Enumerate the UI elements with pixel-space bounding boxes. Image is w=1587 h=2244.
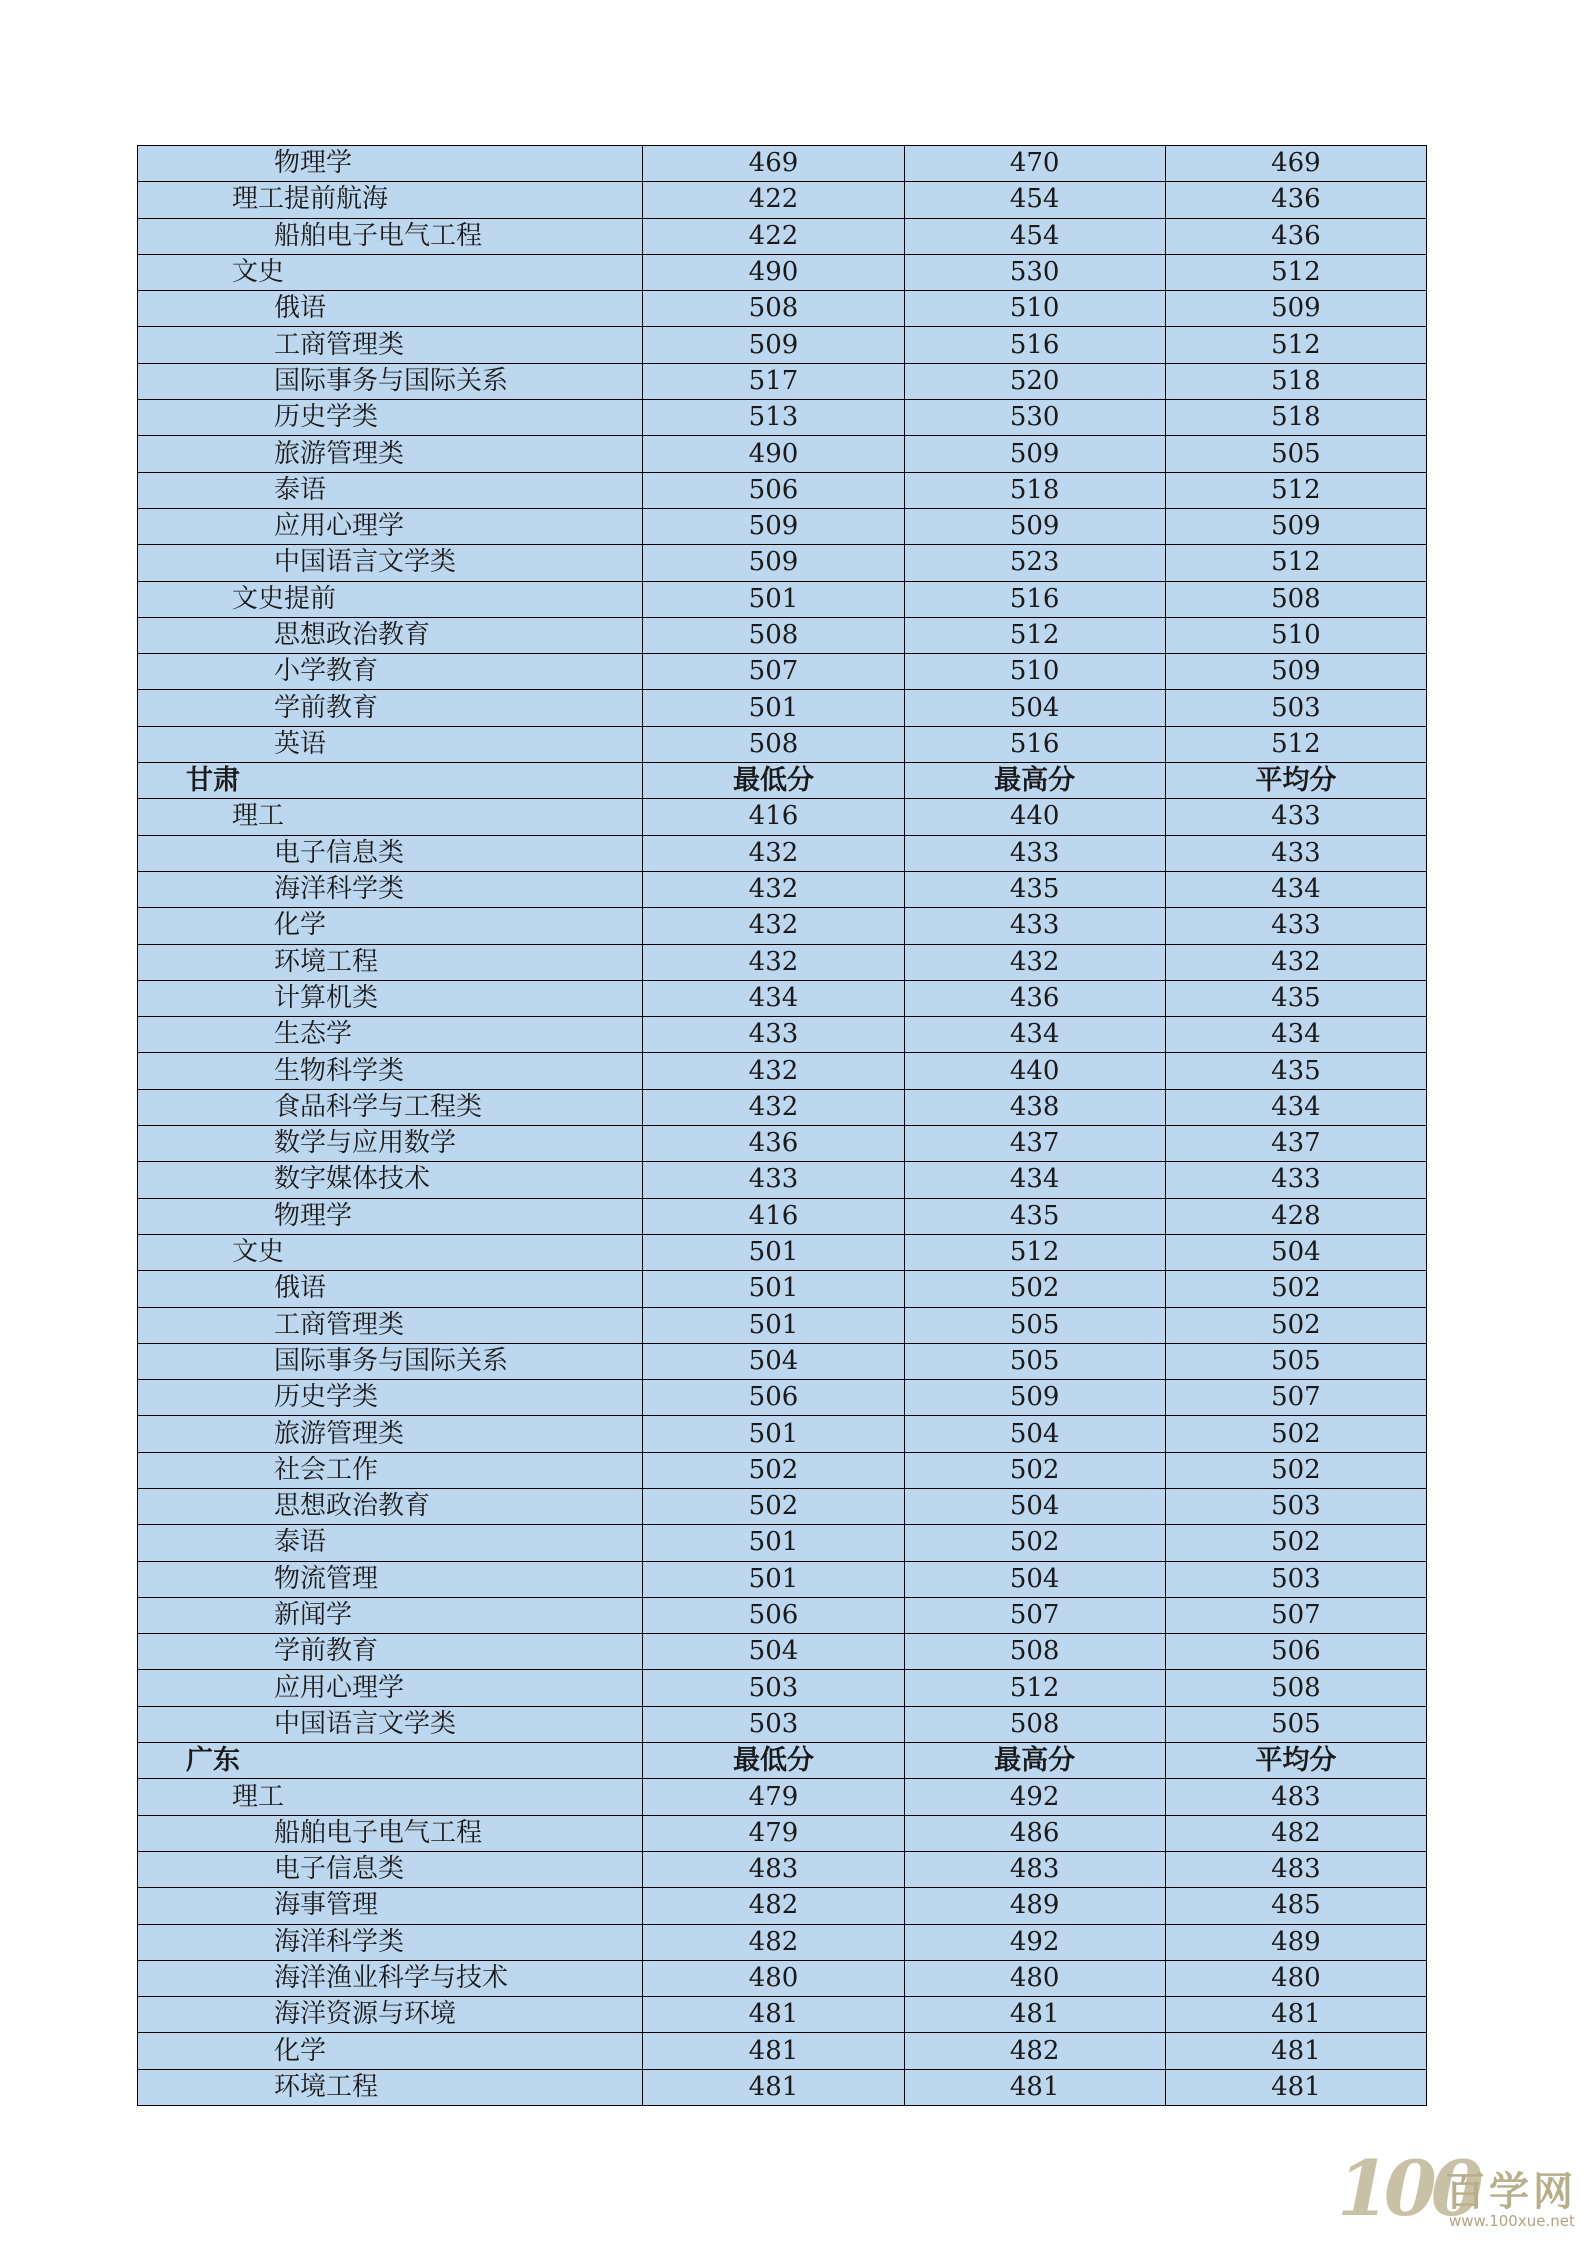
min-score-cell: 506 xyxy=(643,1597,904,1633)
name-cell: 电子信息类 xyxy=(138,835,643,871)
max-score-cell: 436 xyxy=(904,980,1165,1016)
name-cell: 理工 xyxy=(138,799,643,835)
max-score-cell: 454 xyxy=(904,218,1165,254)
avg-score-cell: 502 xyxy=(1165,1271,1426,1307)
min-score-cell: 509 xyxy=(643,327,904,363)
min-score-cell: 508 xyxy=(643,617,904,653)
avg-score-cell: 512 xyxy=(1165,726,1426,762)
avg-score-cell: 482 xyxy=(1165,1815,1426,1851)
min-score-cell: 507 xyxy=(643,654,904,690)
max-score-cell: 435 xyxy=(904,871,1165,907)
major-row xyxy=(138,363,1427,399)
name-cell: 电子信息类 xyxy=(138,1851,643,1887)
major-row xyxy=(138,1997,1427,2033)
avg-score-cell: 434 xyxy=(1165,1089,1426,1125)
major-row xyxy=(138,1126,1427,1162)
max-score-cell: 433 xyxy=(904,908,1165,944)
name-cell: 数字媒体技术 xyxy=(138,1162,643,1198)
min-score-cell: 501 xyxy=(643,1525,904,1561)
name-cell: 中国语言文学类 xyxy=(138,1706,643,1742)
major-row xyxy=(138,726,1427,762)
max-score-cell: 432 xyxy=(904,944,1165,980)
avg-score-cell: 512 xyxy=(1165,472,1426,508)
name-cell: 海洋科学类 xyxy=(138,871,643,907)
max-score-cell: 530 xyxy=(904,400,1165,436)
min-score-cell: 432 xyxy=(643,1053,904,1089)
avg-score-cell: 502 xyxy=(1165,1452,1426,1488)
major-row xyxy=(138,1162,1427,1198)
major-row xyxy=(138,1380,1427,1416)
min-score-cell: 422 xyxy=(643,182,904,218)
max-score-cell: 509 xyxy=(904,508,1165,544)
name-cell: 小学教育 xyxy=(138,654,643,690)
max-score-cell: 510 xyxy=(904,291,1165,327)
min-score-cell: 501 xyxy=(643,1307,904,1343)
avg-score-cell: 503 xyxy=(1165,690,1426,726)
max-score-cell: 492 xyxy=(904,1779,1165,1815)
watermark-digits: 100 xyxy=(1337,2144,1478,2233)
name-cell: 计算机类 xyxy=(138,980,643,1016)
name-cell: 海事管理 xyxy=(138,1888,643,1924)
watermark-url: www.100xue.net xyxy=(1449,2212,1575,2230)
major-row xyxy=(138,1888,1427,1924)
major-row xyxy=(138,1089,1427,1125)
category-row xyxy=(138,254,1427,290)
max-score-cell: 504 xyxy=(904,690,1165,726)
name-cell: 化学 xyxy=(138,2033,643,2069)
name-cell: 国际事务与国际关系 xyxy=(138,363,643,399)
name-cell: 数学与应用数学 xyxy=(138,1126,643,1162)
name-cell: 生物科学类 xyxy=(138,1053,643,1089)
min-score-cell: 508 xyxy=(643,726,904,762)
min-score-cell: 最低分 xyxy=(643,763,904,799)
max-score-cell: 512 xyxy=(904,1670,1165,1706)
max-score-cell: 486 xyxy=(904,1815,1165,1851)
name-cell: 中国语言文学类 xyxy=(138,545,643,581)
major-row xyxy=(138,1815,1427,1851)
name-cell: 泰语 xyxy=(138,472,643,508)
min-score-cell: 506 xyxy=(643,472,904,508)
major-row xyxy=(138,944,1427,980)
avg-score-cell: 503 xyxy=(1165,1488,1426,1524)
name-cell: 文史 xyxy=(138,1234,643,1270)
major-row xyxy=(138,1851,1427,1887)
avg-score-cell: 481 xyxy=(1165,2069,1426,2105)
major-row xyxy=(138,2069,1427,2105)
avg-score-cell: 510 xyxy=(1165,617,1426,653)
min-score-cell: 490 xyxy=(643,254,904,290)
score-table-body xyxy=(138,146,1427,2106)
min-score-cell: 513 xyxy=(643,400,904,436)
major-row xyxy=(138,1452,1427,1488)
major-row xyxy=(138,617,1427,653)
name-cell: 理工 xyxy=(138,1779,643,1815)
watermark-name: 百学网 xyxy=(1445,2169,1577,2215)
name-cell: 物理学 xyxy=(138,146,643,182)
min-score-cell: 479 xyxy=(643,1815,904,1851)
max-score-cell: 502 xyxy=(904,1525,1165,1561)
watermark-logo xyxy=(1333,2144,1583,2240)
min-score-cell: 432 xyxy=(643,908,904,944)
major-row xyxy=(138,1307,1427,1343)
max-score-cell: 470 xyxy=(904,146,1165,182)
name-cell: 物理学 xyxy=(138,1198,643,1234)
name-cell: 旅游管理类 xyxy=(138,1416,643,1452)
name-cell: 俄语 xyxy=(138,1271,643,1307)
min-score-cell: 501 xyxy=(643,1416,904,1452)
avg-score-cell: 平均分 xyxy=(1165,1743,1426,1779)
min-score-cell: 501 xyxy=(643,1234,904,1270)
name-cell: 环境工程 xyxy=(138,944,643,980)
min-score-cell: 481 xyxy=(643,1997,904,2033)
name-cell: 俄语 xyxy=(138,291,643,327)
major-row xyxy=(138,218,1427,254)
major-row xyxy=(138,2033,1427,2069)
name-cell: 环境工程 xyxy=(138,2069,643,2105)
min-score-cell: 490 xyxy=(643,436,904,472)
max-score-cell: 433 xyxy=(904,835,1165,871)
max-score-cell: 512 xyxy=(904,1234,1165,1270)
max-score-cell: 505 xyxy=(904,1343,1165,1379)
name-cell: 国际事务与国际关系 xyxy=(138,1343,643,1379)
major-row xyxy=(138,291,1427,327)
avg-score-cell: 481 xyxy=(1165,2033,1426,2069)
name-cell: 旅游管理类 xyxy=(138,436,643,472)
name-cell: 文史 xyxy=(138,254,643,290)
avg-score-cell: 469 xyxy=(1165,146,1426,182)
name-cell: 新闻学 xyxy=(138,1597,643,1633)
avg-score-cell: 509 xyxy=(1165,508,1426,544)
avg-score-cell: 507 xyxy=(1165,1380,1426,1416)
min-score-cell: 482 xyxy=(643,1888,904,1924)
major-row xyxy=(138,327,1427,363)
avg-score-cell: 483 xyxy=(1165,1851,1426,1887)
major-row xyxy=(138,400,1427,436)
major-row xyxy=(138,1416,1427,1452)
max-score-cell: 510 xyxy=(904,654,1165,690)
name-cell: 海洋科学类 xyxy=(138,1924,643,1960)
min-score-cell: 501 xyxy=(643,581,904,617)
avg-score-cell: 平均分 xyxy=(1165,763,1426,799)
avg-score-cell: 433 xyxy=(1165,835,1426,871)
category-row xyxy=(138,581,1427,617)
avg-score-cell: 508 xyxy=(1165,1670,1426,1706)
min-score-cell: 504 xyxy=(643,1343,904,1379)
avg-score-cell: 504 xyxy=(1165,1234,1426,1270)
min-score-cell: 433 xyxy=(643,1162,904,1198)
name-cell: 思想政治教育 xyxy=(138,617,643,653)
name-cell: 工商管理类 xyxy=(138,1307,643,1343)
name-cell: 甘肃 xyxy=(138,763,643,799)
avg-score-cell: 434 xyxy=(1165,871,1426,907)
min-score-cell: 503 xyxy=(643,1670,904,1706)
min-score-cell: 422 xyxy=(643,218,904,254)
max-score-cell: 509 xyxy=(904,1380,1165,1416)
avg-score-cell: 483 xyxy=(1165,1779,1426,1815)
avg-score-cell: 433 xyxy=(1165,799,1426,835)
avg-score-cell: 434 xyxy=(1165,1017,1426,1053)
major-row xyxy=(138,1960,1427,1996)
min-score-cell: 517 xyxy=(643,363,904,399)
avg-score-cell: 433 xyxy=(1165,1162,1426,1198)
min-score-cell: 469 xyxy=(643,146,904,182)
major-row xyxy=(138,980,1427,1016)
avg-score-cell: 435 xyxy=(1165,980,1426,1016)
name-cell: 生态学 xyxy=(138,1017,643,1053)
max-score-cell: 434 xyxy=(904,1162,1165,1198)
name-cell: 学前教育 xyxy=(138,1634,643,1670)
avg-score-cell: 502 xyxy=(1165,1416,1426,1452)
max-score-cell: 502 xyxy=(904,1271,1165,1307)
min-score-cell: 483 xyxy=(643,1851,904,1887)
province-header-row xyxy=(138,763,1427,799)
max-score-cell: 504 xyxy=(904,1488,1165,1524)
avg-score-cell: 502 xyxy=(1165,1525,1426,1561)
max-score-cell: 最高分 xyxy=(904,1743,1165,1779)
min-score-cell: 509 xyxy=(643,508,904,544)
major-row xyxy=(138,545,1427,581)
name-cell: 海洋渔业科学与技术 xyxy=(138,1960,643,1996)
min-score-cell: 482 xyxy=(643,1924,904,1960)
min-score-cell: 481 xyxy=(643,2069,904,2105)
min-score-cell: 480 xyxy=(643,1960,904,1996)
name-cell: 船舶电子电气工程 xyxy=(138,218,643,254)
min-score-cell: 432 xyxy=(643,1089,904,1125)
avg-score-cell: 505 xyxy=(1165,1343,1426,1379)
avg-score-cell: 489 xyxy=(1165,1924,1426,1960)
avg-score-cell: 502 xyxy=(1165,1307,1426,1343)
name-cell: 思想政治教育 xyxy=(138,1488,643,1524)
category-row xyxy=(138,1779,1427,1815)
avg-score-cell: 507 xyxy=(1165,1597,1426,1633)
max-score-cell: 530 xyxy=(904,254,1165,290)
major-row xyxy=(138,1053,1427,1089)
min-score-cell: 433 xyxy=(643,1017,904,1053)
max-score-cell: 502 xyxy=(904,1452,1165,1488)
major-row xyxy=(138,1706,1427,1742)
major-row xyxy=(138,871,1427,907)
min-score-cell: 436 xyxy=(643,1126,904,1162)
name-cell: 应用心理学 xyxy=(138,508,643,544)
name-cell: 社会工作 xyxy=(138,1452,643,1488)
avg-score-cell: 518 xyxy=(1165,400,1426,436)
major-row xyxy=(138,1198,1427,1234)
major-row xyxy=(138,1561,1427,1597)
min-score-cell: 432 xyxy=(643,944,904,980)
major-row xyxy=(138,690,1427,726)
max-score-cell: 489 xyxy=(904,1888,1165,1924)
major-row xyxy=(138,1597,1427,1633)
max-score-cell: 440 xyxy=(904,799,1165,835)
min-score-cell: 416 xyxy=(643,799,904,835)
name-cell: 历史学类 xyxy=(138,1380,643,1416)
avg-score-cell: 480 xyxy=(1165,1960,1426,1996)
max-score-cell: 516 xyxy=(904,726,1165,762)
name-cell: 文史提前 xyxy=(138,581,643,617)
avg-score-cell: 428 xyxy=(1165,1198,1426,1234)
name-cell: 物流管理 xyxy=(138,1561,643,1597)
max-score-cell: 505 xyxy=(904,1307,1165,1343)
major-row xyxy=(138,654,1427,690)
major-row xyxy=(138,1924,1427,1960)
major-row xyxy=(138,1670,1427,1706)
max-score-cell: 482 xyxy=(904,2033,1165,2069)
min-score-cell: 416 xyxy=(643,1198,904,1234)
min-score-cell: 最低分 xyxy=(643,1743,904,1779)
max-score-cell: 481 xyxy=(904,1997,1165,2033)
avg-score-cell: 481 xyxy=(1165,1997,1426,2033)
avg-score-cell: 505 xyxy=(1165,436,1426,472)
min-score-cell: 481 xyxy=(643,2033,904,2069)
min-score-cell: 479 xyxy=(643,1779,904,1815)
avg-score-cell: 518 xyxy=(1165,363,1426,399)
major-row xyxy=(138,508,1427,544)
name-cell: 海洋资源与环境 xyxy=(138,1997,643,2033)
min-score-cell: 504 xyxy=(643,1634,904,1670)
avg-score-cell: 509 xyxy=(1165,654,1426,690)
min-score-cell: 503 xyxy=(643,1706,904,1742)
major-row xyxy=(138,1271,1427,1307)
name-cell: 学前教育 xyxy=(138,690,643,726)
max-score-cell: 454 xyxy=(904,182,1165,218)
max-score-cell: 483 xyxy=(904,1851,1165,1887)
name-cell: 食品科学与工程类 xyxy=(138,1089,643,1125)
avg-score-cell: 512 xyxy=(1165,254,1426,290)
min-score-cell: 506 xyxy=(643,1380,904,1416)
avg-score-cell: 435 xyxy=(1165,1053,1426,1089)
max-score-cell: 480 xyxy=(904,1960,1165,1996)
avg-score-cell: 436 xyxy=(1165,182,1426,218)
min-score-cell: 501 xyxy=(643,1271,904,1307)
min-score-cell: 501 xyxy=(643,690,904,726)
max-score-cell: 440 xyxy=(904,1053,1165,1089)
max-score-cell: 516 xyxy=(904,327,1165,363)
name-cell: 理工提前航海 xyxy=(138,182,643,218)
major-row xyxy=(138,1525,1427,1561)
min-score-cell: 434 xyxy=(643,980,904,1016)
major-row xyxy=(138,835,1427,871)
max-score-cell: 504 xyxy=(904,1561,1165,1597)
avg-score-cell: 512 xyxy=(1165,545,1426,581)
name-cell: 化学 xyxy=(138,908,643,944)
min-score-cell: 432 xyxy=(643,871,904,907)
max-score-cell: 435 xyxy=(904,1198,1165,1234)
major-row xyxy=(138,908,1427,944)
major-row xyxy=(138,1343,1427,1379)
avg-score-cell: 509 xyxy=(1165,291,1426,327)
avg-score-cell: 437 xyxy=(1165,1126,1426,1162)
max-score-cell: 438 xyxy=(904,1089,1165,1125)
name-cell: 英语 xyxy=(138,726,643,762)
min-score-cell: 509 xyxy=(643,545,904,581)
avg-score-cell: 436 xyxy=(1165,218,1426,254)
score-table xyxy=(137,145,1427,2106)
max-score-cell: 最高分 xyxy=(904,763,1165,799)
max-score-cell: 520 xyxy=(904,363,1165,399)
min-score-cell: 501 xyxy=(643,1561,904,1597)
max-score-cell: 492 xyxy=(904,1924,1165,1960)
min-score-cell: 508 xyxy=(643,291,904,327)
avg-score-cell: 512 xyxy=(1165,327,1426,363)
name-cell: 历史学类 xyxy=(138,400,643,436)
category-row xyxy=(138,799,1427,835)
avg-score-cell: 506 xyxy=(1165,1634,1426,1670)
avg-score-cell: 508 xyxy=(1165,581,1426,617)
max-score-cell: 516 xyxy=(904,581,1165,617)
max-score-cell: 504 xyxy=(904,1416,1165,1452)
name-cell: 应用心理学 xyxy=(138,1670,643,1706)
max-score-cell: 509 xyxy=(904,436,1165,472)
max-score-cell: 512 xyxy=(904,617,1165,653)
avg-score-cell: 503 xyxy=(1165,1561,1426,1597)
min-score-cell: 502 xyxy=(643,1452,904,1488)
min-score-cell: 432 xyxy=(643,835,904,871)
major-row xyxy=(138,1488,1427,1524)
max-score-cell: 437 xyxy=(904,1126,1165,1162)
max-score-cell: 507 xyxy=(904,1597,1165,1633)
avg-score-cell: 433 xyxy=(1165,908,1426,944)
max-score-cell: 518 xyxy=(904,472,1165,508)
category-row xyxy=(138,182,1427,218)
max-score-cell: 481 xyxy=(904,2069,1165,2105)
max-score-cell: 508 xyxy=(904,1634,1165,1670)
major-row xyxy=(138,146,1427,182)
province-header-row xyxy=(138,1743,1427,1779)
name-cell: 泰语 xyxy=(138,1525,643,1561)
max-score-cell: 434 xyxy=(904,1017,1165,1053)
major-row xyxy=(138,472,1427,508)
avg-score-cell: 505 xyxy=(1165,1706,1426,1742)
major-row xyxy=(138,1017,1427,1053)
name-cell: 工商管理类 xyxy=(138,327,643,363)
min-score-cell: 502 xyxy=(643,1488,904,1524)
avg-score-cell: 485 xyxy=(1165,1888,1426,1924)
category-row xyxy=(138,1234,1427,1270)
avg-score-cell: 432 xyxy=(1165,944,1426,980)
major-row xyxy=(138,436,1427,472)
max-score-cell: 508 xyxy=(904,1706,1165,1742)
name-cell: 船舶电子电气工程 xyxy=(138,1815,643,1851)
major-row xyxy=(138,1634,1427,1670)
name-cell: 广东 xyxy=(138,1743,643,1779)
max-score-cell: 523 xyxy=(904,545,1165,581)
